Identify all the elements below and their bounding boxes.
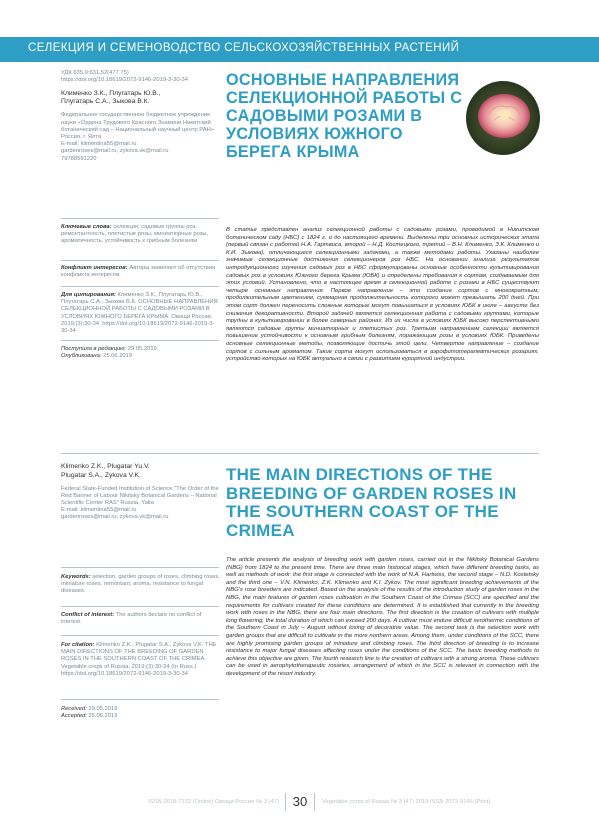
section-divider — [61, 453, 539, 454]
en-abstract: The article presents the analysis of breeding work with garden roses, carried out in the Nikitsky Botanical Gardens (NBG) from 1824 to the present time. There are three main historical stages, which have different breeding tasks, as well as methods of work: the first stage is connected with the work of N.A. Hartwiss, the second stage – N.D. Kostetsky and the third one – V.N. Klimenko, Z.K. Klimenko and K.I. Zykov. The most significant breeding achievements of the NBG's rose breeders are indicated. Based on the analysis of the results of the introduction study of garden roses in the NBG, the main features of garden roses cultivation in the Southern Coast of the Crimea (SCC) are specified and the requirements for cultivars created for these conditions are determined. It is established that currently in the breeding work with roses in the NBG, there are four main directions. The first direction is the creation of cultivars with multiple long flowering, the total duration of which can exceed 200 days. A cultivar must endure difficult xerothermic conditions of the Southern Coast in July – August without losing of decorative value. The second task is the selection work with garden groups that are difficult to cultivate in the more northern areas. Among them, under conditions of the SCC, there are highly promising garden groups of miniature and climbing roses. The third direction of breeding is to increase resistance to major fungal diseases affecting roses under the conditions of the SCC. The basic breeding methods to achieve this objective are given. The fourth research line is the creation of cultivars with a strong aroma. These cultivars can be used in aerophytotherapeutic rosaries, arrangement of which in the SCC is relevant in connection with the development of the resort industry. — [226, 557, 539, 677]
en-authors-line1: Klimenko Z.K., Plugatar Yu.V. — [61, 463, 150, 470]
en-accepted-label: Accepted: — [61, 713, 87, 720]
en-article-title: THE MAIN DIRECTIONS OF THE BREEDING OF GARDEN ROSES IN THE SOUTHERN COAST OF THE CRIMEA — [226, 465, 517, 540]
doi-link[interactable]: https://doi.org/10.18619/2072-9146-2019-3-30-34 — [61, 77, 188, 84]
divider — [61, 567, 219, 568]
section-banner — [0, 37, 599, 62]
rose-photo — [466, 81, 540, 155]
divider — [61, 635, 219, 636]
footer-left: ISSN 2618-7132 (Online) Овощи России № 3 (47) — [148, 799, 279, 805]
ru-conflict-label: Конфликт интересов: — [61, 265, 128, 271]
divider — [61, 218, 219, 219]
divider — [61, 286, 219, 287]
ru-conflict: Авторы заявляют об отсутствии конфликта интересов. — [61, 265, 216, 279]
ru-keywords-block — [61, 224, 221, 251]
en-keywords-label: Keywords: — [61, 574, 91, 580]
divider — [61, 699, 219, 700]
ru-keywords: селекция, садовые группы роз, ремонтантность, плетистые розы, миниатюрные розы, ароматичность, устойчивость к грибным болезням — [61, 224, 209, 245]
en-authors-line2: Plugatar S.A., Zykova V.K. — [61, 471, 141, 479]
ru-received-label: Поступила в редакцию: — [61, 346, 127, 352]
divider — [61, 606, 219, 607]
ru-citation-block — [61, 292, 221, 341]
ru-affiliation: Федеральное государственное бюджетное учреждение науки «Ордена Трудового Красного Знамени Никитский ботанический сад – Национальный научный центр РАН» Россия, г. Ялта — [61, 112, 215, 141]
ru-cite-label: Для цитирования: — [61, 292, 116, 298]
en-received-label: Received: — [61, 706, 87, 712]
ru-cite: Клименко З.К., Плугатарь Ю.В., Плугатарь С.А., Зыкова В.К. ОСНОВНЫЕ НАПРАВЛЕНИЯ СЕЛЕКЦИОННОЙ РАБОТЫ С САДОВЫМИ РОЗАМИ В УСЛОВИЯХ ЮЖНОГО БЕРЕГА КРЫМА. Овощи России. 2019;(3):30-34. https://doi.org/10.18619/2072-9146-2019-3-30-34 — [61, 292, 218, 335]
ru-metadata — [61, 70, 221, 168]
ru-authors-line1: Клименко З.К., Плугатарь Ю.В., — [61, 89, 161, 97]
ru-conflict-block — [61, 265, 221, 285]
en-accepted: 25.06.2019 — [88, 713, 118, 720]
en-keywords-block — [61, 574, 221, 601]
en-citation-block — [61, 642, 221, 684]
en-conflict: The authors declare no conflict of interest. — [61, 612, 202, 626]
en-email2[interactable]: gardenroses@mail.ru, zykova.vk@mail.ru — [61, 514, 169, 521]
ru-phone: 79788591220 — [61, 155, 97, 162]
en-email[interactable]: E-mail: klimentina55@mail.ru — [61, 507, 137, 514]
en-conflict-block — [61, 612, 221, 632]
ru-email2[interactable]: gardenroses@mail.ru, zykova.vk@mail.ru — [61, 148, 169, 155]
en-cite: Klimenko Z.K., Plugatar S.A., Zykova V.K. THE MAIN DIRECTIONS OF THE BREEDING OF GARDEN ROSES IN THE SOUTHERN COAST OF THE CRIMEA. Vegetable crops of Russia. 2019;(3):30-34 (In Russ.) https://doi.org/10.18619/2072-9146-2019-3-30-34 — [61, 642, 217, 677]
divider — [61, 260, 219, 261]
ru-received: 29.05.2019 — [127, 346, 157, 352]
udc: УДК 635.9:631.52(477.75) — [61, 70, 129, 76]
page-number: 30 — [285, 793, 315, 811]
en-conflict-label: Conflict of interest: — [61, 612, 115, 618]
ru-keywords-label: Ключевые слова: — [61, 224, 112, 230]
footer-right: Vegetable crops of Russia № 3 (47) 2019 ISSN 2072-9146 (Print) — [322, 799, 491, 805]
en-dates — [61, 706, 221, 720]
en-metadata — [61, 463, 221, 527]
en-received: 29.05.2019 — [88, 706, 118, 712]
ru-accepted: 25.06.2019 — [103, 353, 133, 360]
ru-abstract: В статье представлен анализ селекционной работы с садовыми розами, проводимой в Никитском ботаническом саду (НБС) с 1824 г. и до настоящего времени. Выделены три основных исторических этапа (первый связан с работой Н.А. Гартвиса, второй – Н.Д. Костецкого, третий – В.Н. Клименко, З.К. Клименко и К.И. Зыкова), отличающиеся селекционными задачами, а также методами работы. Указаны наиболее значимые селекционные достижения селекционеров роз НБС. На основании анализа результатов интродукционного изучения садовых роз в НБС сформулированы основные особенности культивирования садовых роз в условиях Южного берега Крыма (ЮБК) и определены требования к сортам, создаваемым для этих условий. Установлено, что в настоящее время в селекционной работе с розами в НБС существуют четыре основных направления. Первое направление – это создание сортов с многократным, продолжительным цветением, суммарная продолжительность которого может превышать 200 дней. При этом сорт должен переносить сложные которые могут повышаться в условиях ЮБК в июле – августе без снижения декоративности. Второй задачей является селекционная работа с садовыми группами, которые трудны в культивировании в более северных районах. Из их числа в условиях ЮБК высоко перспективными являются садовые группы миниатюрных и плетистых роз. Третьим направлением селекции является повышение устойчивости к основным грибным болезням, поражающим розы в условиях ЮБК. Приведены основные селекционные методы, позволяющие достичь этой цели. Четвертое направление – создание сортов с сильным ароматом. Такие сорта могут использоваться в аэрофитотерапевтических розариях, устройство которых на ЮБК актуально в связи с развитием курортной индустрии. — [226, 227, 539, 363]
ru-authors-line2: Плугатарь С.А., Зыкова В.К. — [61, 98, 150, 106]
en-affiliation: Federal State-Funded Institution of Science "The Order of the Red Banner of Labour Nikitsky Botanical Gardens – National Scientific Center RAS" Russia, Yalta — [61, 485, 219, 506]
en-keywords: selection, garden groups of roses, climbing roses, miniature roses, remontant, aroma, resistance to fungal diseases. — [61, 574, 220, 595]
page-footer — [0, 793, 599, 811]
ru-dates — [61, 346, 221, 360]
ru-article-title: ОСНОВНЫЕ НАПРАВЛЕНИЯ СЕЛЕКЦИОННОЙ РАБОТЫ С САДОВЫМИ РОЗАМИ В УСЛОВИЯХ ЮЖНОГО БЕРЕГА КРЫМА — [226, 71, 463, 161]
ru-email[interactable]: E-mail: klimentina55@mail.ru — [61, 141, 137, 148]
divider — [61, 340, 219, 341]
en-cite-label: For citation: — [61, 642, 95, 648]
ru-accepted-label: Опубликована: — [61, 353, 102, 360]
section-title: СЕЛЕКЦИЯ И СЕМЕНОВОДСТВО СЕЛЬСКОХОЗЯЙСТВЕННЫХ РАСТЕНИЙ — [28, 42, 460, 54]
